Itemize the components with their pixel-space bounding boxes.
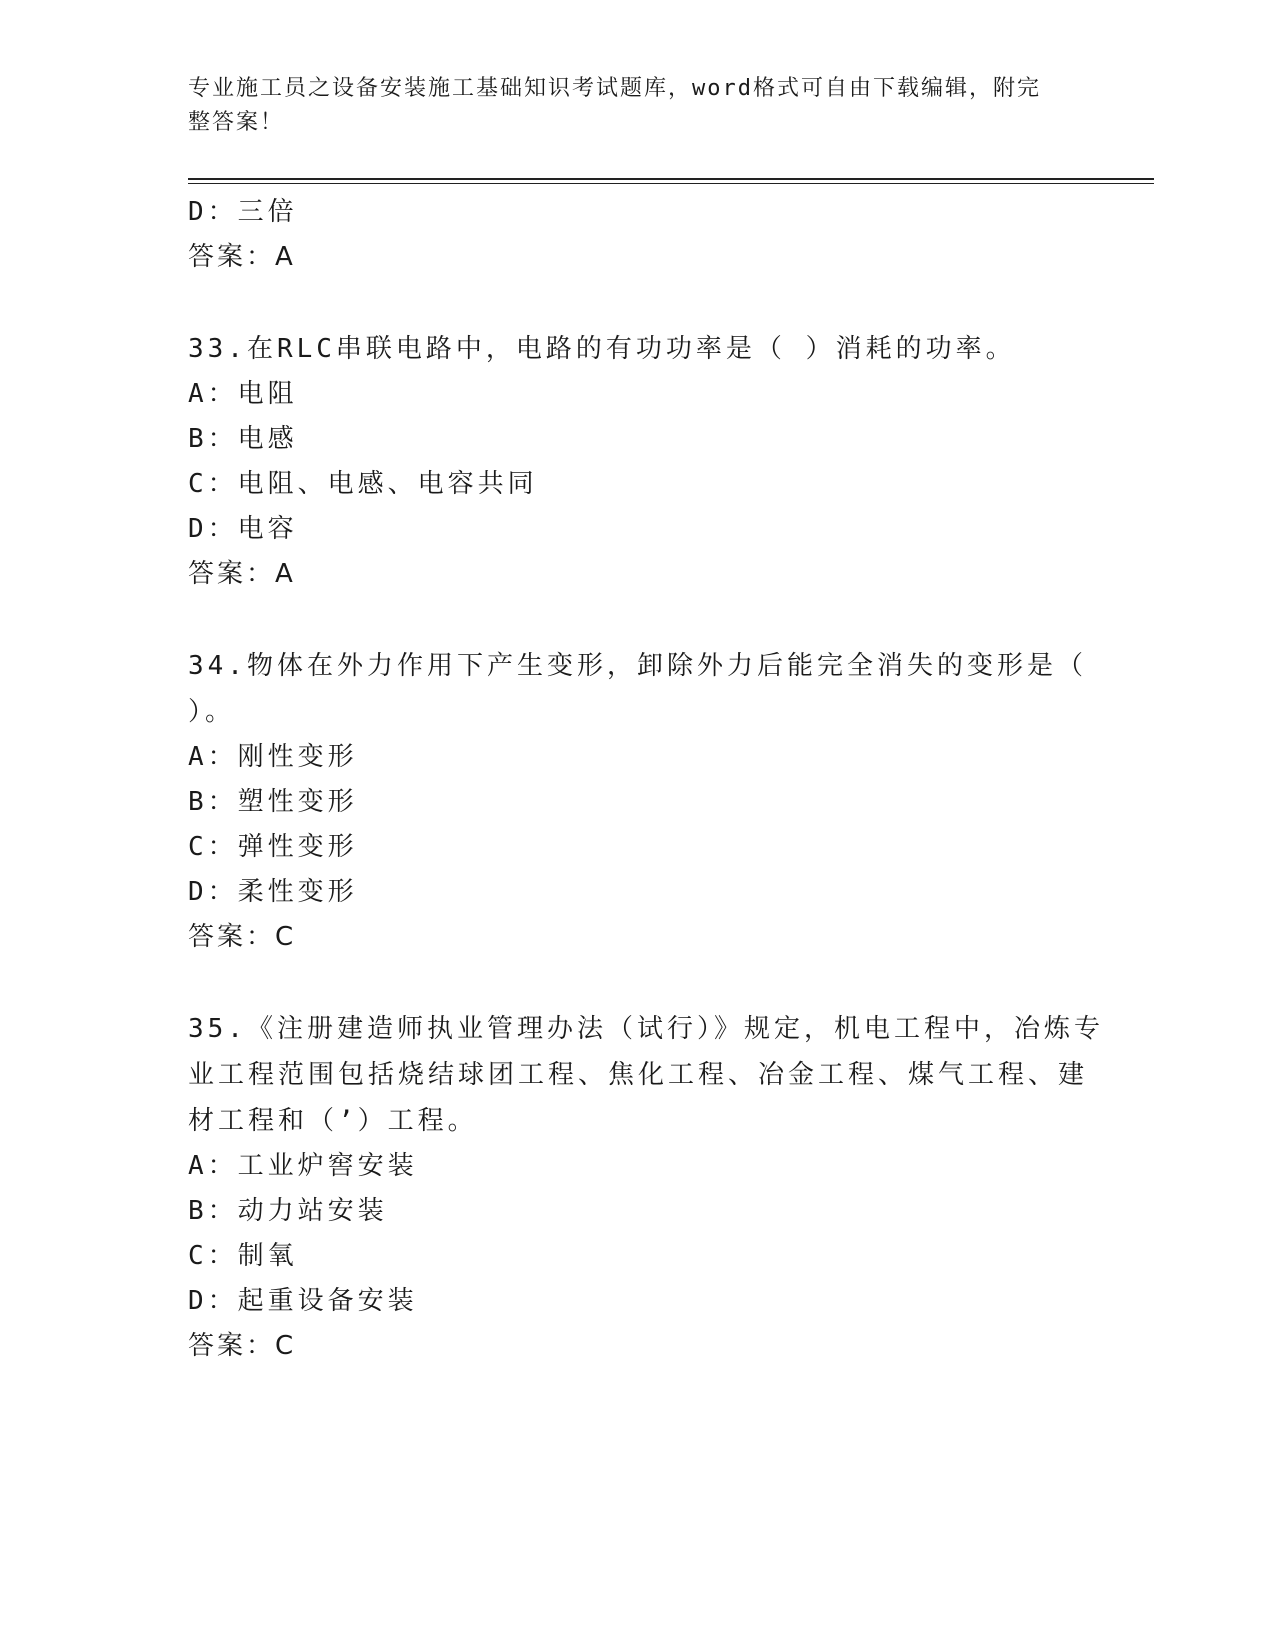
- question-35: [188, 1006, 1104, 1369]
- answer-line: 答案：A: [188, 242, 296, 272]
- header-divider-thick: [188, 178, 1154, 180]
- option-d: D：起重设备安装: [188, 1286, 418, 1316]
- spacer: [188, 960, 1088, 1006]
- question-32-tail: [188, 190, 1088, 280]
- header-line-2: 整答案！: [188, 110, 285, 135]
- option-b: B：动力站安装: [188, 1196, 388, 1226]
- question-text: 33.在RLC串联电路中，电路的有功功率是（ ）消耗的功率。: [188, 334, 1016, 364]
- option-a: A：电阻: [188, 379, 298, 409]
- question-34: [188, 643, 1088, 960]
- question-text: 材工程和（’）工程。: [188, 1106, 478, 1136]
- header-divider-thin: [188, 183, 1154, 184]
- question-text: 35.《注册建造师执业管理办法（试行）》规定，机电工程中，冶炼专: [188, 1014, 1104, 1044]
- question-text: 业工程范围包括烧结球团工程、焦化工程、冶金工程、煤气工程、建: [188, 1060, 1089, 1090]
- option-c: C：电阻、电感、电容共同: [188, 469, 538, 499]
- spacer: [188, 597, 1088, 643]
- answer-line: 答案：C: [188, 1331, 297, 1361]
- spacer: [188, 280, 1088, 326]
- question-text: 34.物体在外力作用下产生变形，卸除外力后能完全消失的变形是（: [188, 651, 1087, 681]
- question-text: ）。: [188, 697, 236, 727]
- document-body: [188, 190, 1104, 1369]
- answer-line: 答案：C: [188, 922, 297, 952]
- header-line-1: 专业施工员之设备安装施工基础知识考试题库，word格式可自由下载编辑，附完: [188, 76, 1041, 101]
- option-c: C：制氧: [188, 1241, 298, 1271]
- option-b: B：塑性变形: [188, 787, 358, 817]
- page-header: [188, 72, 1088, 140]
- option-d: D：电容: [188, 514, 298, 544]
- option-d: D：三倍: [188, 197, 298, 227]
- option-a: A：工业炉窖安装: [188, 1151, 418, 1181]
- option-b: B：电感: [188, 424, 298, 454]
- answer-line: 答案：A: [188, 559, 296, 589]
- option-a: A：刚性变形: [188, 742, 358, 772]
- option-d: D：柔性变形: [188, 877, 358, 907]
- question-33: [188, 326, 1088, 597]
- option-c: C：弹性变形: [188, 832, 358, 862]
